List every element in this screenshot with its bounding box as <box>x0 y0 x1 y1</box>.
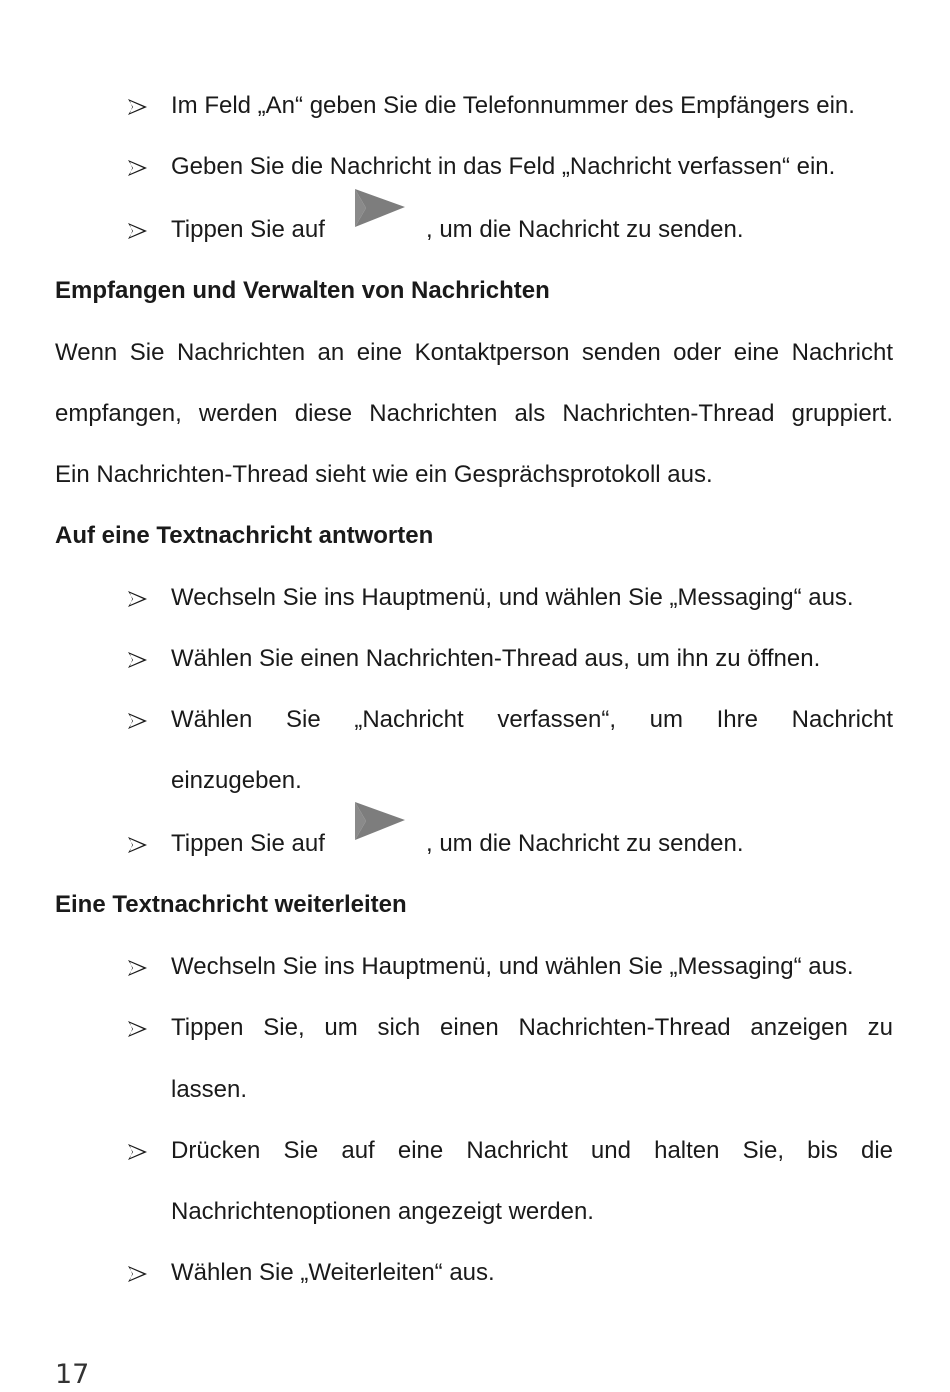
page-number: 17 <box>55 1359 90 1390</box>
arrowhead-bullet-icon <box>127 953 149 983</box>
paragraph-line: Ein Nachrichten-Thread sieht wie ein Gesprächsprotokoll aus. <box>55 461 713 488</box>
arrowhead-bullet-icon <box>127 830 149 860</box>
arrowhead-bullet-icon <box>127 706 149 736</box>
arrowhead-bullet-icon <box>127 1259 149 1289</box>
list-item: Wechseln Sie ins Hauptmenü, und wählen Sie „Messaging“ aus. <box>171 584 854 611</box>
tap-instruction-start: Tippen Sie auf <box>171 830 325 857</box>
list-item-continuation: einzugeben. <box>171 767 302 794</box>
arrowhead-bullet-icon <box>127 584 149 614</box>
paragraph-line: empfangen, werden diese Nachrichten als Nachrichten-Thread gruppiert. <box>55 400 893 427</box>
tap-instruction-end: , um die Nachricht zu senden. <box>426 216 744 243</box>
list-item: Wechseln Sie ins Hauptmenü, und wählen Sie „Messaging“ aus. <box>171 953 854 980</box>
list-item: Drücken Sie auf eine Nachricht und halten Sie, bis die <box>171 1137 893 1164</box>
arrowhead-bullet-icon <box>127 1137 149 1167</box>
send-icon <box>353 800 407 846</box>
paragraph-line: Wenn Sie Nachrichten an eine Kontaktperson senden oder eine Nachricht <box>55 339 893 366</box>
arrowhead-bullet-icon <box>127 216 149 246</box>
list-item: Wählen Sie einen Nachrichten-Thread aus, um ihn zu öffnen. <box>171 645 821 672</box>
list-item: Geben Sie die Nachricht in das Feld „Nachricht verfassen“ ein. <box>171 153 836 180</box>
list-item-continuation: Nachrichtenoptionen angezeigt werden. <box>171 1198 594 1225</box>
section-heading: Auf eine Textnachricht antworten <box>55 522 434 549</box>
tap-instruction-start: Tippen Sie auf <box>171 216 325 243</box>
arrowhead-bullet-icon <box>127 92 149 122</box>
section-heading: Eine Textnachricht weiterleiten <box>55 891 407 918</box>
list-item: Wählen Sie „Nachricht verfassen“, um Ihre Nachricht <box>171 706 893 733</box>
list-item: Tippen Sie, um sich einen Nachrichten-Thread anzeigen zu <box>171 1014 893 1041</box>
list-item-continuation: lassen. <box>171 1076 248 1103</box>
section-heading: Empfangen und Verwalten von Nachrichten <box>55 277 550 304</box>
arrowhead-bullet-icon <box>127 1014 149 1044</box>
list-item: Im Feld „An“ geben Sie die Telefonnummer des Empfängers ein. <box>171 92 855 119</box>
list-item: Wählen Sie „Weiterleiten“ aus. <box>171 1259 495 1286</box>
tap-instruction-end: , um die Nachricht zu senden. <box>426 830 744 857</box>
arrowhead-bullet-icon <box>127 153 149 183</box>
arrowhead-bullet-icon <box>127 645 149 675</box>
send-icon <box>353 187 407 233</box>
